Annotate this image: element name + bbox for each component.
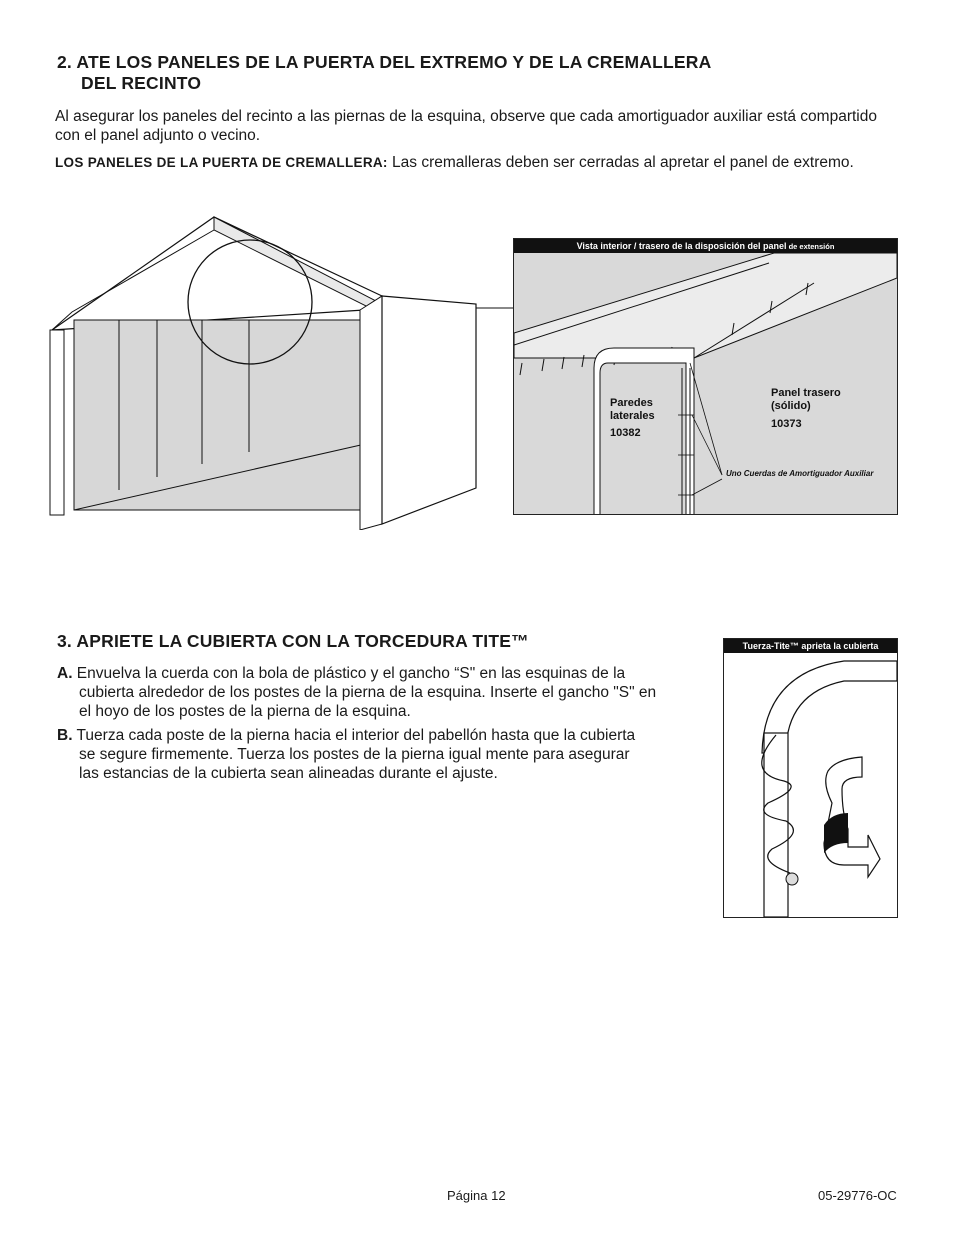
step-a-letter: A. [57,665,73,682]
section-2-paragraph: Al asegurar los paneles del recinto a las piernas de la esquina, observe que cada amortiguador auxiliar está compartido con el panel adjunto o vecino. [55,108,877,144]
section-2-heading-line2: DEL RECINTO [81,73,202,93]
step-b [57,726,647,783]
twist-figure-header: Tuerza-Tite™ aprieta la cubierta [724,639,897,653]
zipper-note-label: LOS PANELES DE LA PUERTA DE CREMALLERA: [55,155,388,170]
plastic-ball [786,873,798,885]
page-number: Página 12 [447,1188,506,1203]
back-panel-label: Panel trasero (sólido) [771,387,841,412]
panel-layout-figure-header-small: de extensión [786,242,835,251]
panel-layout-figure-header [514,239,897,253]
canopy-side-wall [382,296,476,524]
back-panel-part-number: 10373 [771,418,802,430]
zipper-note-text: Las cremalleras deben ser cerradas al apretar el panel de extremo. [387,154,854,171]
step-a-text: Envuelva la cuerda con la bola de plástico y el gancho “S" en las esquinas de la cubierta alrededor de los postes de la pierna de la esquina. Inserte el gancho "S" en el hoyo de los postes de la pierna de la esquina. [72,665,657,720]
bungee-cord-label: Uno Cuerdas de Amortiguador Auxiliar [726,469,874,478]
side-walls-part-number: 10382 [610,427,641,439]
panel-layout-figure [513,238,898,515]
panel-layout-figure-header-main: Vista interior / trasero de la disposición del panel [576,241,787,251]
canopy-corner-leg [360,296,382,530]
step-b-text: Tuerza cada poste de la pierna hacia el interior del pabellón hasta que la cubierta se segure firmemente. Tuerza los postes de la pierna igual mente para asegurar las estancias de la cubierta sean alineadas durante el ajuste. [72,727,636,782]
canopy-front-leg [50,330,64,515]
side-walls-label: Paredes laterales [610,397,655,422]
section-2-heading-line1: 2. ATE LOS PANELES DE LA PUERTA DEL EXTREMO Y DE LA CREMALLERA [57,52,712,72]
step-a [57,664,657,721]
twist-drawing [724,653,897,917]
step-b-letter: B. [57,727,73,744]
canopy-illustration [44,212,514,530]
section-2-note [55,153,855,172]
section-3-heading: 3. APRIETE LA CUBIERTA CON LA TORCEDURA TITE™ [57,631,529,651]
document-code: 05-29776-OC [818,1188,897,1203]
leg-pole [764,733,788,917]
canopy-roof [52,217,382,330]
section-2-heading [57,52,917,94]
twist-figure [723,638,898,918]
